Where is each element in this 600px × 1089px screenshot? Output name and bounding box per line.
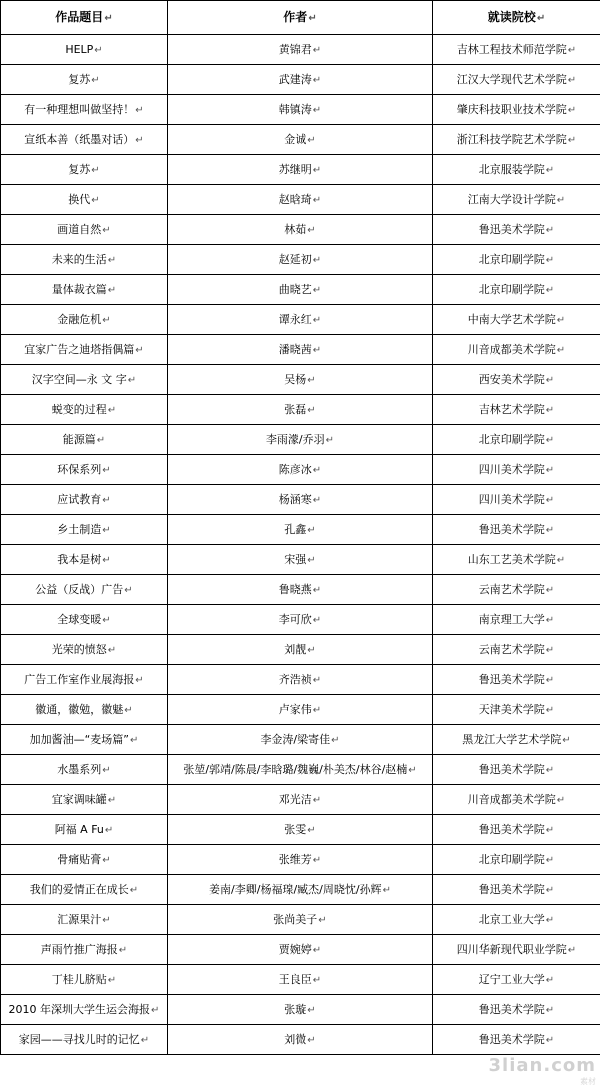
table-row <box>1 845 600 875</box>
cell-author: 张尚美子↵ <box>168 905 433 935</box>
cell-school: 西安美术学院↵ <box>433 365 600 395</box>
cell-author: 张维芳↵ <box>168 845 433 875</box>
table-row <box>1 575 600 605</box>
header-title: 作品题目↵ <box>1 1 168 35</box>
cell-title: 乡土制造↵ <box>1 515 168 545</box>
cell-author: 武建涛↵ <box>168 65 433 95</box>
cell-title: 未来的生活↵ <box>1 245 168 275</box>
cell-author: 鲁晓燕↵ <box>168 575 433 605</box>
cell-author: 李金涛/梁寄佳↵ <box>168 725 433 755</box>
cell-author: 刘微↵ <box>168 1025 433 1055</box>
cell-author: 赵延初↵ <box>168 245 433 275</box>
cell-school: 四川美术学院↵ <box>433 455 600 485</box>
cell-title: HELP↵ <box>1 35 168 65</box>
table-row <box>1 455 600 485</box>
cell-school: 四川华新现代职业学院↵ <box>433 935 600 965</box>
cell-title: 复苏↵ <box>1 155 168 185</box>
cell-school: 吉林工程技术师范学院↵ <box>433 35 600 65</box>
cell-title: 宜家调味罐↵ <box>1 785 168 815</box>
cell-title: 金融危机↵ <box>1 305 168 335</box>
cell-author: 邓光洁↵ <box>168 785 433 815</box>
table-row <box>1 695 600 725</box>
header-author: 作者↵ <box>168 1 433 35</box>
cell-title: 有一种理想叫做坚持！↵ <box>1 95 168 125</box>
table-row <box>1 965 600 995</box>
table-row <box>1 755 600 785</box>
table-row <box>1 185 600 215</box>
table-row <box>1 875 600 905</box>
cell-title: 公益（反战）广告↵ <box>1 575 168 605</box>
cell-school: 北京印刷学院↵ <box>433 425 600 455</box>
cell-school: 川音成都美术学院↵ <box>433 785 600 815</box>
table-row <box>1 335 600 365</box>
table-row <box>1 485 600 515</box>
table-row <box>1 935 600 965</box>
table-row <box>1 245 600 275</box>
table-row <box>1 35 600 65</box>
table-row <box>1 155 600 185</box>
cell-school: 辽宁工业大学↵ <box>433 965 600 995</box>
cell-school: 江南大学设计学院↵ <box>433 185 600 215</box>
cell-title: 水墨系列↵ <box>1 755 168 785</box>
cell-author: 潘晓茜↵ <box>168 335 433 365</box>
cell-title: 加加酱油—“麦场篇”↵ <box>1 725 168 755</box>
cell-title: 环保系列↵ <box>1 455 168 485</box>
cell-school: 鲁迅美术学院↵ <box>433 755 600 785</box>
cell-author: 谭永红↵ <box>168 305 433 335</box>
cell-title: 汇源果汁↵ <box>1 905 168 935</box>
cell-title: 汉字空间—永 文 字↵ <box>1 365 168 395</box>
table-row <box>1 545 600 575</box>
cell-author: 宋强↵ <box>168 545 433 575</box>
cell-school: 鲁迅美术学院↵ <box>433 875 600 905</box>
cell-author: 林茹↵ <box>168 215 433 245</box>
cell-title: 画道自然↵ <box>1 215 168 245</box>
cell-title: 复苏↵ <box>1 65 168 95</box>
cell-school: 云南艺术学院↵ <box>433 575 600 605</box>
cell-author: 卢家伟↵ <box>168 695 433 725</box>
cell-school: 吉林艺术学院↵ <box>433 395 600 425</box>
cell-title: 阿福 A Fu↵ <box>1 815 168 845</box>
cell-author: 王良臣↵ <box>168 965 433 995</box>
cell-school: 山东工艺美术学院↵ <box>433 545 600 575</box>
cell-school: 北京服装学院↵ <box>433 155 600 185</box>
cell-title: 换代↵ <box>1 185 168 215</box>
cell-title: 家园——寻找儿时的记忆↵ <box>1 1025 168 1055</box>
cell-school: 鲁迅美术学院↵ <box>433 815 600 845</box>
cell-author: 吴杨↵ <box>168 365 433 395</box>
cell-author: 贾婉婷↵ <box>168 935 433 965</box>
cell-author: 姜南/李卿/杨福瑔/臧杰/周晓忱/孙辉↵ <box>168 875 433 905</box>
table-row <box>1 65 600 95</box>
table-row <box>1 305 600 335</box>
cell-school: 四川美术学院↵ <box>433 485 600 515</box>
cell-author: 金诚↵ <box>168 125 433 155</box>
table-row <box>1 515 600 545</box>
cell-title: 全球变暖↵ <box>1 605 168 635</box>
table-row <box>1 815 600 845</box>
cell-school: 北京印刷学院↵ <box>433 245 600 275</box>
cell-school: 黑龙江大学艺术学院↵ <box>433 725 600 755</box>
header-school: 就读院校↵ <box>433 1 600 35</box>
cell-school: 肇庆科技职业技术学院↵ <box>433 95 600 125</box>
cell-author: 孔鑫↵ <box>168 515 433 545</box>
cell-school: 北京工业大学↵ <box>433 905 600 935</box>
cell-title: 我本是树↵ <box>1 545 168 575</box>
table-row <box>1 95 600 125</box>
table-row <box>1 635 600 665</box>
cell-author: 李雨濛/乔羽↵ <box>168 425 433 455</box>
cell-author: 苏继明↵ <box>168 155 433 185</box>
cell-author: 张璇↵ <box>168 995 433 1025</box>
cell-school: 鲁迅美术学院↵ <box>433 215 600 245</box>
table-row <box>1 395 600 425</box>
cell-school: 天津美术学院↵ <box>433 695 600 725</box>
table-row <box>1 785 600 815</box>
table-row <box>1 605 600 635</box>
cell-author: 韩镇涛↵ <box>168 95 433 125</box>
table-row <box>1 995 600 1025</box>
cell-school: 江汉大学现代艺术学院↵ <box>433 65 600 95</box>
cell-author: 黄锦君↵ <box>168 35 433 65</box>
table-row <box>1 725 600 755</box>
table-row <box>1 425 600 455</box>
table-row <box>1 1025 600 1055</box>
cell-school: 鲁迅美术学院↵ <box>433 665 600 695</box>
cell-title: 丁桂儿脐贴↵ <box>1 965 168 995</box>
table-row <box>1 905 600 935</box>
cell-title: 宣纸本善（纸墨对话）↵ <box>1 125 168 155</box>
cell-author: 李可欣↵ <box>168 605 433 635</box>
cell-school: 鲁迅美术学院↵ <box>433 515 600 545</box>
table-row <box>1 365 600 395</box>
cell-title: 广告工作室作业展海报↵ <box>1 665 168 695</box>
cell-title: 能源篇↵ <box>1 425 168 455</box>
cell-title: 声雨竹推广海报↵ <box>1 935 168 965</box>
table-row <box>1 665 600 695</box>
cell-author: 张雯↵ <box>168 815 433 845</box>
cell-title: 我们的爱情正在成长↵ <box>1 875 168 905</box>
cell-title: 光荣的愤怒↵ <box>1 635 168 665</box>
cell-author: 曲晓艺↵ <box>168 275 433 305</box>
cell-title: 宜家广告之迪塔指偶篇↵ <box>1 335 168 365</box>
cell-school: 鲁迅美术学院↵ <box>433 995 600 1025</box>
cell-school: 中南大学艺术学院↵ <box>433 305 600 335</box>
cell-school: 川音成都美术学院↵ <box>433 335 600 365</box>
cell-school: 云南艺术学院↵ <box>433 635 600 665</box>
cell-title: 徽通，徽勉，徽魅↵ <box>1 695 168 725</box>
cell-title: 骨痛贴膏↵ <box>1 845 168 875</box>
cell-author: 张磊↵ <box>168 395 433 425</box>
header-row <box>1 1 600 35</box>
cell-author: 张堃/郭靖/陈晨/李晗璐/魏巍/朴美杰/林谷/赵楠↵ <box>168 755 433 785</box>
cell-title: 应试教育↵ <box>1 485 168 515</box>
cell-title: 蜕变的过程↵ <box>1 395 168 425</box>
table-row <box>1 275 600 305</box>
cell-author: 陈彦冰↵ <box>168 455 433 485</box>
table-row <box>1 125 600 155</box>
cell-school: 北京印刷学院↵ <box>433 845 600 875</box>
cell-author: 杨涵寒↵ <box>168 485 433 515</box>
cell-school: 北京印刷学院↵ <box>433 275 600 305</box>
watermark: 3lian.com 素材 <box>488 1055 596 1086</box>
cell-title: 量体裁衣篇↵ <box>1 275 168 305</box>
cell-school: 浙江科技学院艺术学院↵ <box>433 125 600 155</box>
cell-author: 刘靓↵ <box>168 635 433 665</box>
cell-author: 赵晗琦↵ <box>168 185 433 215</box>
cell-school: 南京理工大学↵ <box>433 605 600 635</box>
cell-title: 2010 年深圳大学生运会海报↵ <box>1 995 168 1025</box>
cell-author: 齐浩祯↵ <box>168 665 433 695</box>
table-body <box>1 35 600 1055</box>
table-row <box>1 215 600 245</box>
cell-school: 鲁迅美术学院↵ <box>433 1025 600 1055</box>
